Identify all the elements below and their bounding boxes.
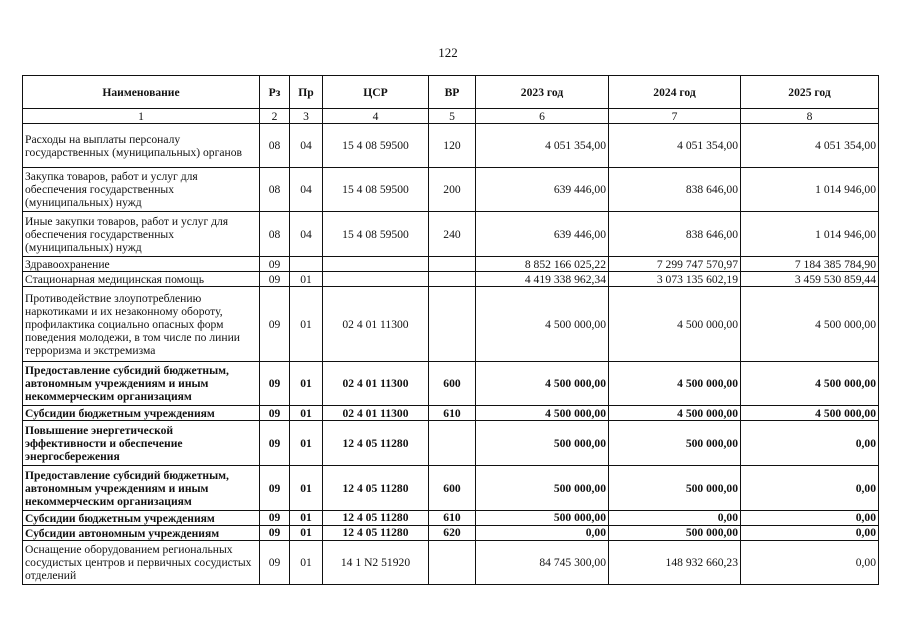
row-rz: 09 [260, 511, 290, 526]
row-name: Расходы на выплаты персоналу государственных (муниципальных) органов [23, 124, 260, 168]
table-row [23, 526, 879, 541]
row-csr: 12 4 05 11280 [323, 466, 429, 511]
row-name: Субсидии бюджетным учреждениям [23, 511, 260, 526]
row-pr: 01 [290, 421, 323, 466]
header-2023: 2023 год [476, 76, 609, 109]
row-2023: 8 852 166 025,22 [476, 257, 609, 272]
row-2023: 4 419 338 962,34 [476, 272, 609, 287]
row-2024: 838 646,00 [609, 212, 741, 257]
row-rz: 09 [260, 362, 290, 406]
table-row [23, 212, 879, 257]
row-csr: 15 4 08 59500 [323, 212, 429, 257]
row-2023: 4 500 000,00 [476, 406, 609, 421]
row-csr [323, 257, 429, 272]
row-rz: 08 [260, 168, 290, 212]
row-vr: 610 [429, 511, 476, 526]
row-2025: 0,00 [741, 511, 879, 526]
row-name: Предоставление субсидий бюджетным, автономным учреждениям и иным некоммерческим организациям [23, 362, 260, 406]
row-2023: 500 000,00 [476, 511, 609, 526]
row-rz: 09 [260, 406, 290, 421]
table-row [23, 124, 879, 168]
row-2025: 4 500 000,00 [741, 406, 879, 421]
row-pr: 01 [290, 466, 323, 511]
column-number: 6 [476, 109, 609, 124]
row-pr [290, 257, 323, 272]
row-vr: 200 [429, 168, 476, 212]
row-2023: 500 000,00 [476, 466, 609, 511]
row-2023: 4 500 000,00 [476, 287, 609, 362]
header-2024: 2024 год [609, 76, 741, 109]
table-row [23, 406, 879, 421]
row-name: Субсидии автономным учреждениям [23, 526, 260, 541]
row-pr: 01 [290, 541, 323, 585]
header-csr: ЦСР [323, 76, 429, 109]
row-vr [429, 541, 476, 585]
column-number: 7 [609, 109, 741, 124]
row-pr: 01 [290, 272, 323, 287]
row-2025: 0,00 [741, 541, 879, 585]
row-2025: 4 051 354,00 [741, 124, 879, 168]
row-csr [323, 272, 429, 287]
row-vr [429, 287, 476, 362]
row-2023: 0,00 [476, 526, 609, 541]
column-number: 2 [260, 109, 290, 124]
row-2023: 639 446,00 [476, 212, 609, 257]
row-csr: 12 4 05 11280 [323, 421, 429, 466]
header-vr: ВР [429, 76, 476, 109]
row-2024: 838 646,00 [609, 168, 741, 212]
column-number: 3 [290, 109, 323, 124]
table-row [23, 466, 879, 511]
column-number: 8 [741, 109, 879, 124]
row-csr: 02 4 01 11300 [323, 287, 429, 362]
table-row [23, 272, 879, 287]
row-name: Субсидии бюджетным учреждениям [23, 406, 260, 421]
row-name: Предоставление субсидий бюджетным, автономным учреждениям и иным некоммерческим организациям [23, 466, 260, 511]
table-row [23, 421, 879, 466]
row-pr: 04 [290, 212, 323, 257]
row-2025: 3 459 530 859,44 [741, 272, 879, 287]
row-pr: 01 [290, 287, 323, 362]
row-2024: 4 051 354,00 [609, 124, 741, 168]
row-pr: 01 [290, 362, 323, 406]
row-2025: 0,00 [741, 466, 879, 511]
row-pr: 04 [290, 168, 323, 212]
row-vr: 610 [429, 406, 476, 421]
row-2025: 0,00 [741, 526, 879, 541]
row-2023: 639 446,00 [476, 168, 609, 212]
row-2024: 7 299 747 570,97 [609, 257, 741, 272]
row-rz: 09 [260, 272, 290, 287]
row-rz: 08 [260, 124, 290, 168]
row-csr: 15 4 08 59500 [323, 124, 429, 168]
column-number-row [23, 109, 879, 124]
row-2023: 84 745 300,00 [476, 541, 609, 585]
row-2023: 4 051 354,00 [476, 124, 609, 168]
row-2025: 1 014 946,00 [741, 168, 879, 212]
row-2025: 1 014 946,00 [741, 212, 879, 257]
row-2024: 4 500 000,00 [609, 362, 741, 406]
column-number: 4 [323, 109, 429, 124]
row-rz: 08 [260, 212, 290, 257]
table-row [23, 541, 879, 585]
row-2023: 500 000,00 [476, 421, 609, 466]
row-vr: 600 [429, 362, 476, 406]
row-csr: 12 4 05 11280 [323, 526, 429, 541]
row-name: Стационарная медицинская помощь [23, 272, 260, 287]
row-vr [429, 272, 476, 287]
row-name: Оснащение оборудованием региональных сосудистых центров и первичных сосудистых отделений [23, 541, 260, 585]
header-rz: Рз [260, 76, 290, 109]
row-2025: 0,00 [741, 421, 879, 466]
row-2025: 4 500 000,00 [741, 287, 879, 362]
row-name: Противодействие злоупотреблению наркотиками и их незаконному обороту, профилактика социально опасных форм поведения молодежи, в том числе по линии терроризма и экстремизма [23, 287, 260, 362]
header-pr: Пр [290, 76, 323, 109]
table-row [23, 257, 879, 272]
row-2025: 4 500 000,00 [741, 362, 879, 406]
table-row [23, 287, 879, 362]
row-name: Закупка товаров, работ и услуг для обеспечения государственных (муниципальных) нужд [23, 168, 260, 212]
table-row [23, 511, 879, 526]
row-vr: 120 [429, 124, 476, 168]
row-pr: 01 [290, 526, 323, 541]
row-2024: 500 000,00 [609, 526, 741, 541]
row-csr: 02 4 01 11300 [323, 406, 429, 421]
header-name: Наименование [23, 76, 260, 109]
row-2024: 500 000,00 [609, 466, 741, 511]
row-csr: 14 1 N2 51920 [323, 541, 429, 585]
row-2024: 0,00 [609, 511, 741, 526]
row-vr: 240 [429, 212, 476, 257]
row-2025: 7 184 385 784,90 [741, 257, 879, 272]
row-name: Иные закупки товаров, работ и услуг для обеспечения государственных (муниципальных) нужд [23, 212, 260, 257]
row-vr [429, 257, 476, 272]
row-rz: 09 [260, 257, 290, 272]
row-2024: 3 073 135 602,19 [609, 272, 741, 287]
row-2024: 500 000,00 [609, 421, 741, 466]
row-vr: 600 [429, 466, 476, 511]
row-rz: 09 [260, 287, 290, 362]
row-vr: 620 [429, 526, 476, 541]
row-name: Здравоохранение [23, 257, 260, 272]
table-row [23, 362, 879, 406]
row-rz: 09 [260, 541, 290, 585]
row-2023: 4 500 000,00 [476, 362, 609, 406]
page-number: 122 [438, 45, 458, 60]
row-csr: 15 4 08 59500 [323, 168, 429, 212]
row-rz: 09 [260, 421, 290, 466]
column-number: 1 [23, 109, 260, 124]
row-pr: 01 [290, 406, 323, 421]
row-vr [429, 421, 476, 466]
header-2025: 2025 год [741, 76, 879, 109]
table-row [23, 168, 879, 212]
row-pr: 01 [290, 511, 323, 526]
row-csr: 12 4 05 11280 [323, 511, 429, 526]
row-2024: 148 932 660,23 [609, 541, 741, 585]
row-rz: 09 [260, 466, 290, 511]
header-row [23, 76, 879, 109]
budget-table [22, 75, 879, 585]
row-name: Повышение энергетической эффективности и обеспечение энергосбережения [23, 421, 260, 466]
row-2024: 4 500 000,00 [609, 287, 741, 362]
row-csr: 02 4 01 11300 [323, 362, 429, 406]
row-rz: 09 [260, 526, 290, 541]
row-2024: 4 500 000,00 [609, 406, 741, 421]
row-pr: 04 [290, 124, 323, 168]
column-number: 5 [429, 109, 476, 124]
